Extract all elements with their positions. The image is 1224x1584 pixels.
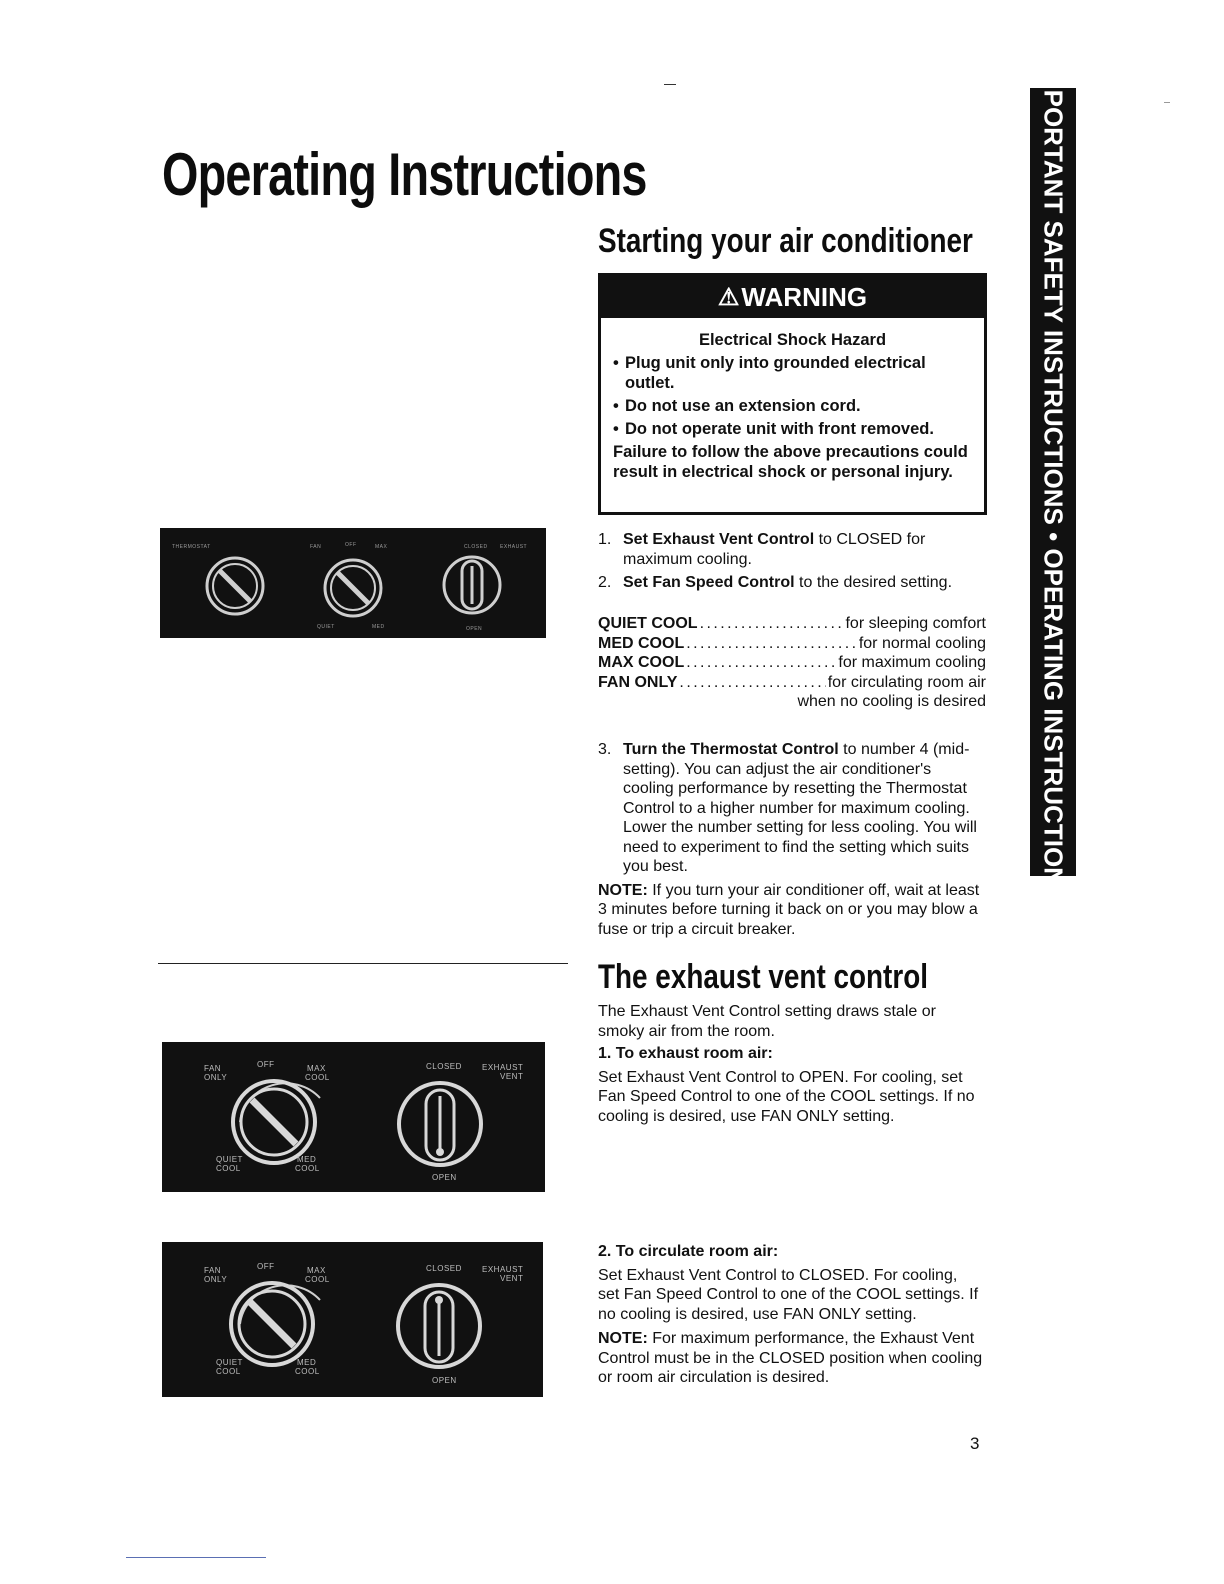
panel-label: MAX xyxy=(375,544,388,550)
step-heading xyxy=(598,1242,983,1262)
side-section-tab xyxy=(1030,60,1076,904)
panel-label: COOL xyxy=(216,1164,241,1173)
panel-label: OPEN xyxy=(432,1376,457,1385)
step-heading xyxy=(598,1044,983,1064)
step-item xyxy=(598,740,986,877)
panel-label: OFF xyxy=(257,1262,275,1271)
fan-setting-label: QUIET COOL xyxy=(598,615,698,632)
panel-label: THERMOSTAT xyxy=(172,544,211,550)
fan-setting-desc: for sleeping comfort xyxy=(845,615,986,632)
leader-dots xyxy=(686,634,857,654)
panel-label: QUIET xyxy=(216,1358,243,1367)
step-item xyxy=(598,573,986,593)
control-panel-exhaust-closed xyxy=(162,1242,543,1397)
starting-steps xyxy=(598,530,986,593)
panel-label: OPEN xyxy=(466,626,483,632)
step-label: To exhaust room air: xyxy=(615,1045,773,1062)
leader-dots xyxy=(679,673,825,693)
panel-label: EXHAUST xyxy=(500,544,528,550)
control-panel-full xyxy=(160,528,546,638)
step-text: to the desired setting. xyxy=(794,574,953,591)
panel-label: ONLY xyxy=(204,1275,228,1284)
panel-label: COOL xyxy=(305,1073,330,1082)
panel-label: COOL xyxy=(295,1164,320,1173)
step-number: 2. xyxy=(598,1243,612,1260)
panel-label: OFF xyxy=(345,542,357,548)
fan-setting-row xyxy=(598,653,986,673)
panel-label: VENT xyxy=(500,1274,524,1283)
note-text: If you turn your air conditioner off, wait at least 3 minutes before turning it back on or you may blow a fuse or trip a circuit breaker. xyxy=(598,881,980,938)
exhaust-step-1 xyxy=(598,1044,983,1126)
step-text: to CLOSED for maximum cooling. xyxy=(623,531,926,568)
panel-label: MED xyxy=(372,624,385,630)
panel-label: FAN xyxy=(310,544,322,550)
scan-edge-line xyxy=(126,1557,266,1558)
leader-dots xyxy=(700,614,844,634)
fan-setting-row xyxy=(598,673,986,693)
panel-label: FAN xyxy=(204,1064,222,1073)
panel-label: ONLY xyxy=(204,1073,228,1082)
panel-label: VENT xyxy=(500,1072,524,1081)
panel-label: MAX xyxy=(307,1266,326,1275)
exhaust-intro: The Exhaust Vent Control setting draws stale or smoky air from the room. xyxy=(598,1003,936,1040)
step-number: 2. xyxy=(598,574,612,591)
panel-label: OPEN xyxy=(432,1173,457,1182)
panel-label: CLOSED xyxy=(426,1264,462,1273)
step-number: 3. xyxy=(598,741,612,758)
step-label: To circulate room air: xyxy=(615,1243,779,1260)
fan-setting-label: MED COOL xyxy=(598,634,685,652)
scan-mark xyxy=(664,84,676,85)
panel-label: COOL xyxy=(305,1275,330,1284)
fan-setting-desc: for normal cooling xyxy=(858,634,986,652)
step-text: Set Exhaust Vent Control to OPEN. For cooling, set Fan Speed Control to one of the COOL settings. If no cooling is desired, use FAN ONLY setting. xyxy=(598,1068,975,1125)
leader-dots xyxy=(686,653,836,673)
exhaust-step-2 xyxy=(598,1242,983,1388)
panel-label: MAX xyxy=(307,1064,326,1073)
control-panel-exhaust-open xyxy=(162,1042,545,1192)
warning-banner xyxy=(601,276,984,318)
fan-setting-row xyxy=(598,634,986,654)
warning-label: WARNING xyxy=(741,281,868,312)
note xyxy=(598,881,986,940)
fan-setting-row xyxy=(598,614,986,634)
step-number: 1. xyxy=(598,531,612,548)
hazard-title: Electrical Shock Hazard xyxy=(698,331,887,349)
fan-setting-desc: for maximum cooling xyxy=(838,654,986,671)
section-divider xyxy=(158,963,568,964)
panel-label: QUIET xyxy=(317,624,335,630)
page-number: 3 xyxy=(970,1434,980,1453)
fan-settings-table xyxy=(598,614,986,712)
side-tab-text: IMPORTANT SAFETY INSTRUCTIONS • OPERATING INSTRUCTIONS xyxy=(1038,60,1069,904)
panel-label: MED xyxy=(297,1155,317,1164)
panel-label: COOL xyxy=(295,1367,320,1376)
warning-footer: Failure to follow the above precautions could result in electrical shock or personal injury. xyxy=(613,443,968,481)
fan-setting-extra: when no cooling is desired xyxy=(797,693,986,710)
panel-label: EXHAUST xyxy=(482,1265,524,1274)
note xyxy=(598,1329,983,1388)
note-label: NOTE: xyxy=(598,1330,648,1347)
scan-mark xyxy=(1164,102,1170,103)
warning-triangle-icon: ⚠ xyxy=(717,283,740,311)
warning-bullet: • Do not operate unit with front removed. xyxy=(613,419,972,439)
panel-label: OFF xyxy=(257,1060,275,1069)
fan-setting-label: FAN ONLY xyxy=(598,673,678,691)
step-label: Turn the Thermostat Control xyxy=(623,741,839,758)
fan-setting-desc: for circulating room air xyxy=(827,673,986,691)
step-item xyxy=(598,530,986,569)
section-heading-exhaust: The exhaust vent control xyxy=(598,958,928,996)
panel-label: EXHAUST xyxy=(482,1063,524,1072)
panel-label: CLOSED xyxy=(426,1062,462,1071)
fan-setting-label: MAX COOL xyxy=(598,654,685,671)
warning-bullet: • Do not use an extension cord. xyxy=(613,396,972,416)
warning-bullet: • Plug unit only into grounded electrical outlet. xyxy=(613,353,972,393)
panel-label: QUIET xyxy=(216,1155,243,1164)
step-label: Set Fan Speed Control xyxy=(623,574,795,591)
panel-label: COOL xyxy=(216,1367,241,1376)
note-label: NOTE: xyxy=(598,881,648,899)
step-number: 1. xyxy=(598,1045,612,1062)
panel-label: FAN xyxy=(204,1266,222,1275)
step-text: to number 4 (mid-setting). You can adjust the air conditioner's cooling performance by resetting the Thermostat Control to a higher number for maximum cooling. Lower the number setting for less cooling. You will need to experiment to find the setting which suits you best. xyxy=(623,741,977,875)
thermostat-step xyxy=(598,740,986,939)
panel-label: MED xyxy=(297,1358,317,1367)
note-text: For maximum performance, the Exhaust Vent Control must be in the CLOSED position when cooling or room air circulation is desired. xyxy=(598,1330,983,1386)
panel-label: CLOSED xyxy=(464,544,488,550)
warning-box xyxy=(598,273,987,515)
step-text: Set Exhaust Vent Control to CLOSED. For cooling, set Fan Speed Control to one of the COOL settings. If no cooling is desired, use FAN ONLY setting. xyxy=(598,1266,979,1323)
section-heading-starting: Starting your air conditioner xyxy=(598,222,973,260)
step-label: Set Exhaust Vent Control xyxy=(623,531,815,548)
page-title: Operating Instructions xyxy=(162,141,647,208)
